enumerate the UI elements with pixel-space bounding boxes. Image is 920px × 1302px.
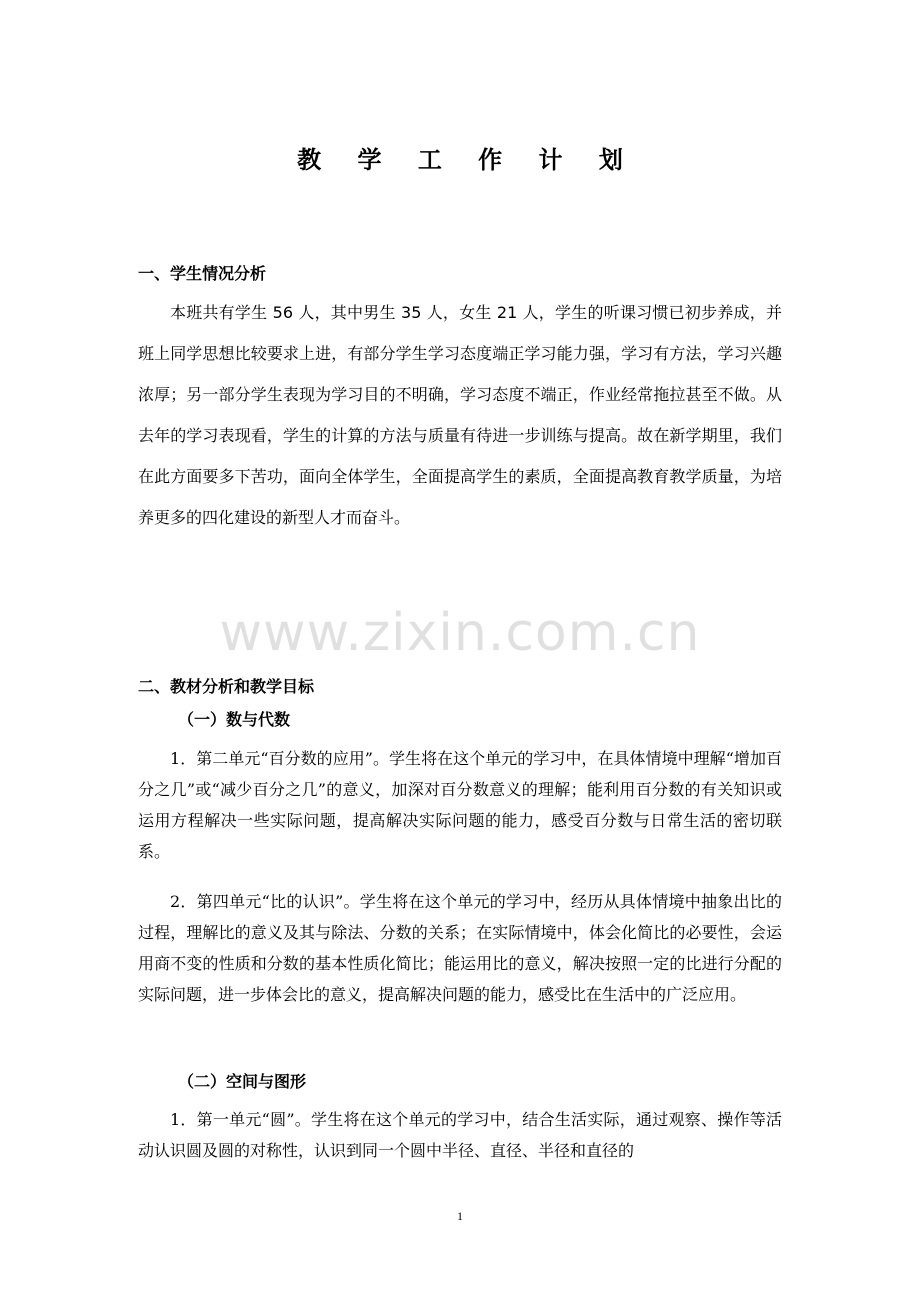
subsection-heading-space-shapes: （二）空间与图形	[178, 1072, 307, 1091]
page-number: 1	[457, 1209, 463, 1223]
numbers-algebra-item-1: 1．第二单元“百分数的应用”。学生将在这个单元的学习中，在具体情境中理解“增加百分之几”或“减少百分之几”的意义，加深对百分数意义的理解；能利用百分数的有关知识或运用方程解决一些实际问题，提高解决实际问题的能力，感受百分数与日常生活的密切联系。	[138, 749, 782, 861]
section-heading-materials-goals: 二、教材分析和教学目标	[138, 677, 315, 696]
document-title: 教 学 工 作 计 划	[297, 146, 637, 174]
watermark: www.zixin.com.cn	[219, 603, 701, 663]
section-heading-student-analysis: 一、学生情况分析	[138, 264, 267, 283]
numbers-algebra-item-2: 2．第四单元“比的认识”。学生将在这个单元的学习中，经历从具体情境中抽象出比的过程，理解比的意义及其与除法、分数的关系；在实际情境中，体会化简比的必要性，会运用商不变的性质和分数的基本性质化简比；能运用比的意义，解决按照一定的比进行分配的实际问题，进一步体会比的意义，提高解决问题的能力，感受比在生活中的广泛应用。	[138, 892, 782, 1004]
student-analysis-paragraph: 本班共有学生 56 人，其中男生 35 人，女生 21 人，学生的听课习惯已初步养成，并班上同学思想比较要求上进，有部分学生学习态度端正学习能力强，学习有方法，学习兴趣浓厚；另一部分学生表现为学习目的不明确，学习态度不端正，作业经常拖拉甚至不做。从去年的学习表现看，学生的计算的方法与质量有待进一步训练与提高。故在新学期里，我们在此方面要多下苦功，面向全体学生，全面提高学生的素质，全面提高教育教学质量，为培养更多的四化建设的新型人才而奋斗。	[138, 303, 782, 527]
space-shapes-item-1: 1．第一单元“圆”。学生将在这个单元的学习中，结合生活实际，通过观察、操作等活动认识圆及圆的对称性，认识到同一个圆中半径、直径、半径和直径的	[138, 1110, 782, 1160]
subsection-heading-numbers-algebra: （一）数与代数	[178, 710, 291, 729]
